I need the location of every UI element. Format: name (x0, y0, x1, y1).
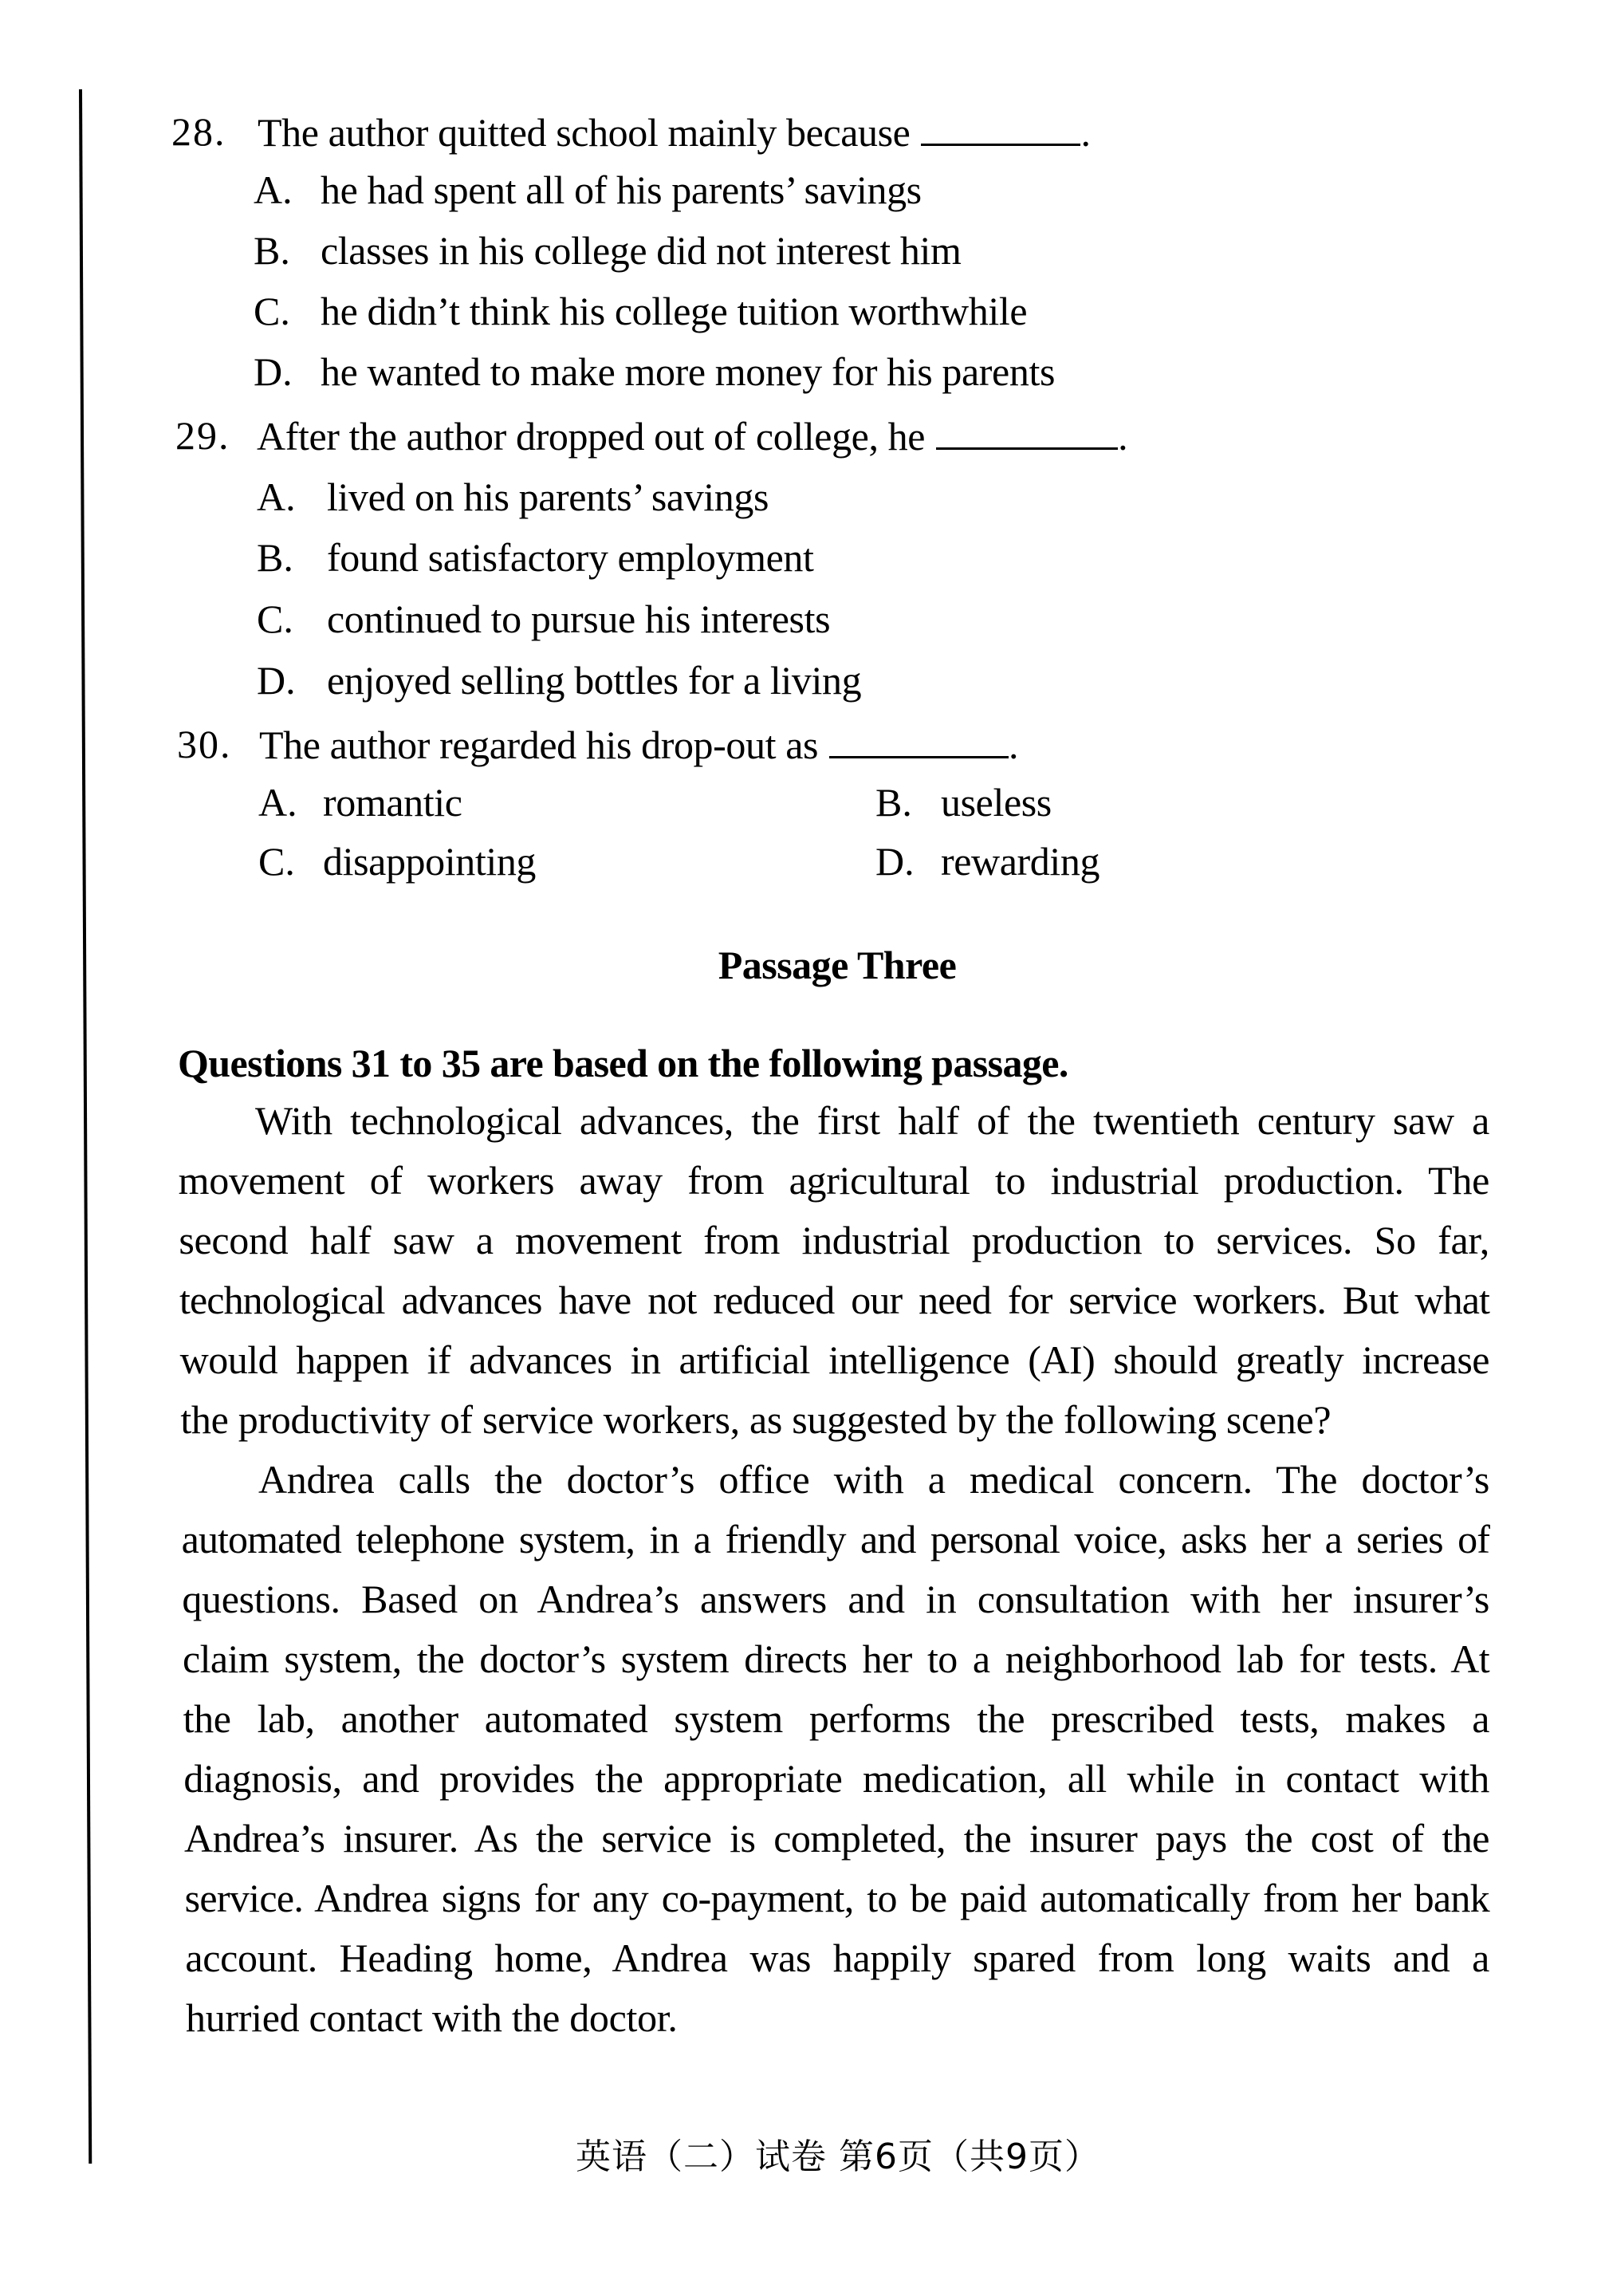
option-label-a[interactable]: A. (258, 780, 297, 825)
paragraph-line: automated telephone system, in a friendly and personal voice, asks her a series of (181, 1517, 1489, 1562)
binding-margin-rule (79, 89, 92, 2164)
paragraph-line: questions. Based on Andrea’s answers and in consultation with her insurer’s (182, 1577, 1489, 1621)
option-label-a[interactable]: A. (257, 475, 296, 519)
passage-title: Passage Three (718, 943, 957, 987)
option-label-c[interactable]: C. (254, 289, 290, 333)
paragraph-line: technological advances have not reduced our need for service workers. But what (179, 1278, 1489, 1322)
option-text[interactable]: he wanted to make more money for his parents (321, 349, 1055, 394)
option-label-d[interactable]: D. (257, 658, 296, 703)
option-label-a[interactable]: A. (254, 167, 293, 212)
paragraph-line: claim system, the doctor’s system directs her to a neighborhood lab for tests. At (183, 1636, 1489, 1681)
option-text[interactable]: he had spent all of his parents’ savings (321, 167, 922, 212)
option-text[interactable]: disappointing (323, 839, 537, 884)
answer-blank[interactable] (829, 724, 1009, 758)
paragraph-line: diagnosis, and provides the appropriate medication, all while in contact with (183, 1756, 1489, 1801)
paragraph-first-line: Andrea calls the doctor’s office with a medical concern. The doctor’s (258, 1457, 1489, 1502)
option-label-b[interactable]: B. (254, 228, 290, 273)
question-stem (259, 723, 1019, 767)
question-number: 30. (177, 722, 232, 766)
question-stem-text: After the author dropped out of college, he (257, 414, 926, 459)
answer-blank[interactable] (936, 415, 1118, 450)
option-label-b[interactable]: B. (875, 780, 912, 825)
paragraph-first-line: With technological advances, the first half of the twentieth century saw a (255, 1098, 1489, 1143)
paragraph-line: the productivity of service workers, as suggested by the following scene? (180, 1397, 1332, 1442)
option-label-c[interactable]: C. (258, 839, 295, 884)
option-text[interactable]: rewarding (941, 839, 1100, 884)
paragraph-line: account. Heading home, Andrea was happily spared from long waits and a (185, 1936, 1489, 1980)
question-number: 29. (175, 413, 230, 458)
option-label-b[interactable]: B. (257, 535, 293, 580)
paragraph-line: movement of workers away from agricultural to industrial production. The (178, 1158, 1489, 1203)
option-label-d[interactable]: D. (254, 349, 293, 394)
question-stem-text: The author regarded his drop-out as (259, 723, 819, 767)
paragraph-line: second half saw a movement from industrial production to services. So far, (179, 1218, 1489, 1262)
option-text[interactable]: lived on his parents’ savings (327, 475, 769, 519)
question-stem (258, 110, 1091, 155)
answer-blank[interactable] (921, 112, 1080, 146)
option-text[interactable]: useless (941, 780, 1052, 825)
option-label-c[interactable]: C. (257, 597, 293, 641)
question-end-punct: . (1080, 110, 1091, 155)
option-label-d[interactable]: D. (875, 839, 915, 884)
question-end-punct: . (1118, 414, 1128, 459)
option-text[interactable]: he didn’t think his college tuition worthwhile (321, 289, 1028, 333)
paragraph-line: service. Andrea signs for any co-payment, to be paid automatically from her bank (184, 1876, 1489, 1920)
page-footer: 英语（二）试卷 第6页（共9页） (576, 2137, 1100, 2177)
question-number: 28. (171, 109, 226, 154)
option-text[interactable]: continued to pursue his interests (327, 597, 831, 641)
paragraph-line: Andrea’s insurer. As the service is completed, the insurer pays the cost of the (184, 1816, 1489, 1861)
question-stem-text: The author quitted school mainly because (258, 110, 911, 155)
paragraph-line: hurried contact with the doctor. (186, 1995, 678, 2040)
paragraph-line: the lab, another automated system performs the prescribed tests, makes a (183, 1696, 1489, 1741)
paragraph-line: would happen if advances in artificial intelligence (AI) should greatly increase (179, 1337, 1489, 1382)
option-text[interactable]: classes in his college did not interest him (321, 228, 962, 273)
question-stem (257, 414, 1128, 459)
option-text[interactable]: found satisfactory employment (327, 535, 814, 580)
option-text[interactable]: romantic (323, 780, 462, 825)
passage-instructions: Questions 31 to 35 are based on the following passage. (178, 1041, 1068, 1085)
option-text[interactable]: enjoyed selling bottles for a living (327, 658, 862, 703)
question-end-punct: . (1009, 723, 1019, 767)
